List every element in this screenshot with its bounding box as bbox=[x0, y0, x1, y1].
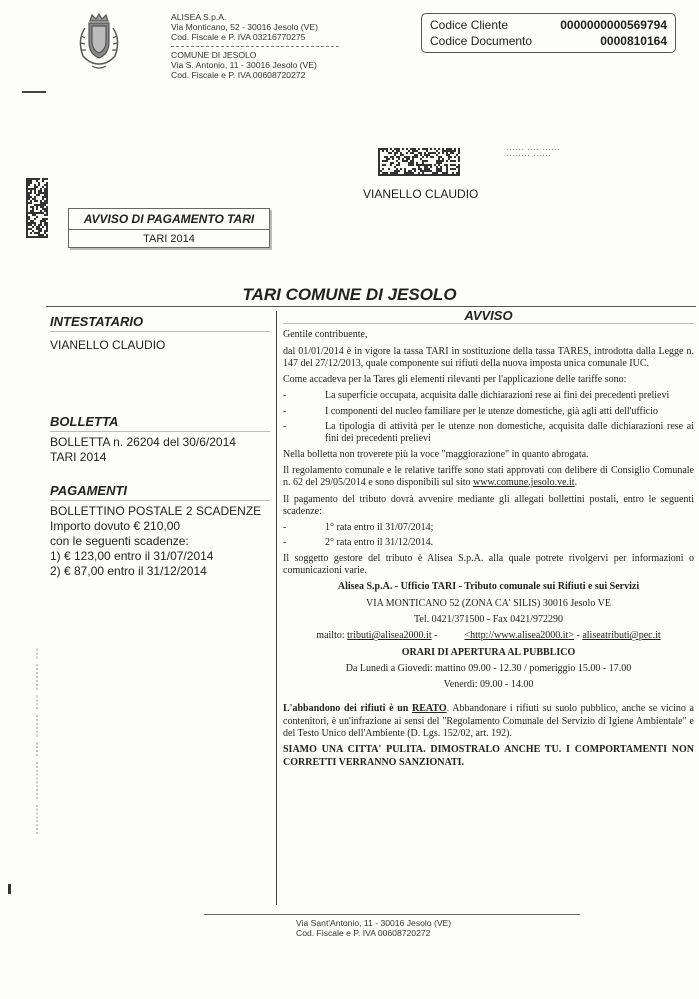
client-code-label: Codice Cliente bbox=[430, 18, 509, 32]
notice-intro: dal 01/01/2014 è in vigore la tassa TARI in sostituzione della tassa TARES, introdotta dalla Legge n. 147 del 27/12/2013, quale componente sui rifiuti della nuova imposta unica comunale IUC. bbox=[283, 345, 694, 369]
list-item: - La superficie occupata, acquisita dalle dichiarazioni rese ai fini dei precedenti prelievi bbox=[283, 390, 694, 402]
deadlines-intro: con le seguenti scadenze: bbox=[50, 534, 189, 548]
notice-column bbox=[283, 310, 694, 773]
list-item: - 2° rata entro il 31/12/2014. bbox=[283, 537, 694, 549]
office-title: Alisea S.p.A. - Ufficio TARI - Tributo comunale sui Rifiuti e sui Servizi bbox=[337, 581, 640, 593]
page-title: TARI COMUNE DI JESOLO bbox=[242, 285, 457, 304]
notice-elements-intro: Come accadeva per la Tares gli elementi rilevanti per l'applicazione delle tariffe sono: bbox=[283, 374, 627, 386]
footer-tax: Cod. Fiscale e P. IVA 00608720272 bbox=[296, 928, 431, 938]
sender-municipality-tax: Cod. Fiscale e P. IVA 00608720272 bbox=[171, 70, 306, 80]
payment-notice-subtitle: TARI 2014 bbox=[143, 233, 195, 245]
fold-mark-bottom bbox=[8, 884, 11, 894]
email-link[interactable]: tributi@alisea2000.it bbox=[347, 630, 432, 642]
footer-address: Via Sant'Antonio, 11 - 30016 Jesolo (VE) bbox=[296, 918, 452, 928]
sender-company: ALISEA S.p.A. bbox=[171, 12, 227, 22]
office-address: VIA MONTICANO 52 (ZONA CA' SILIS) 30016 Jesolo VE bbox=[366, 597, 611, 609]
client-code-value: 0000000000569794 bbox=[560, 18, 667, 32]
sender-municipality: COMUNE DI JESOLO bbox=[171, 50, 257, 60]
website-link[interactable]: <http://www.alisea2000.it> bbox=[464, 630, 574, 642]
bill-number: BOLLETTA n. 26204 del 30/6/2014 bbox=[50, 435, 236, 449]
regulation-link[interactable]: www.comune.jesolo.ve.it bbox=[473, 477, 575, 489]
rate-2: 2° rata entro il 31/12/2014. bbox=[325, 537, 434, 549]
payment-notice-title: AVVISO DI PAGAMENTO TARI bbox=[69, 209, 269, 230]
footer-rule bbox=[204, 914, 580, 915]
list-item: - La tipologia di attività per le utenze non domestiche, acquisita dalle dichiarazioni rese ai fini dei precedenti prelievi bbox=[283, 421, 694, 445]
notice-heading: AVVISO bbox=[283, 310, 694, 324]
warning-paragraph: L'abbandono dei rifiuti è un REATO. Abbandonare i rifiuti su suolo pubblico, anche se vicino a contenitori, è un'infrazione ai sensi del "Regolamento Comunale del Servizio di Igiene Ambientale" e del Testo Unico dell'Ambiente (D. Lgs. 152/02, art. 192). bbox=[283, 703, 694, 740]
regulation-note: Il regolamento comunale e le relative tariffe sono stati approvati con delibere di Consiglio Comunale n. 62 del 29/05/2014 e sono disponibili sul sito www.comune.jesolo.ve.it. bbox=[283, 464, 694, 489]
list-item: - 1° rata entro il 31/07/2014; bbox=[283, 522, 694, 534]
element-2: I componenti del nucleo familiare per le utenze domestiche, già agli atti dell'ufficio bbox=[325, 405, 658, 417]
qr-code-icon bbox=[26, 178, 48, 238]
sender-divider bbox=[171, 46, 339, 47]
bill-section bbox=[50, 414, 272, 465]
document-code-value: 0000810164 bbox=[600, 34, 667, 48]
document-code-label: Codice Documento bbox=[430, 34, 533, 48]
sender-company-address: Via Monticano, 52 - 30016 Jesolo (VE) bbox=[171, 22, 318, 32]
bill-heading: BOLLETTA bbox=[50, 414, 270, 432]
sender-municipality-address: Via S. Antonio, 11 - 30016 Jesolo (VE) bbox=[171, 60, 317, 70]
contact-links: mailto: tributi@alisea2000.it - <http://www.alisea2000.it> - aliseatributi@pec.it bbox=[316, 630, 661, 642]
surcharge-note: Nella bolletta non troverete più la voce "maggiorazione" in quanto abrogata. bbox=[283, 448, 589, 460]
installment-2: 2) € 87,00 entro il 31/12/2014 bbox=[50, 564, 207, 578]
footer bbox=[296, 918, 451, 938]
datamatrix-barcode-icon bbox=[378, 148, 460, 176]
payments-heading: PAGAMENTI bbox=[50, 483, 270, 501]
title-rule bbox=[46, 306, 696, 307]
payment-notice-box bbox=[68, 208, 270, 248]
municipal-crest-icon bbox=[70, 12, 128, 74]
crime-word: REATO bbox=[412, 703, 447, 715]
sender-block bbox=[171, 12, 339, 80]
payments-section bbox=[50, 483, 272, 579]
codes-box bbox=[421, 13, 676, 53]
element-1: La superficie occupata, acquisita dalle dichiarazioni rese ai fini dei precedenti prelievi bbox=[325, 390, 670, 402]
rate-1: 1° rata entro il 31/07/2014; bbox=[325, 522, 434, 534]
amount-due: Importo dovuto € 210,00 bbox=[50, 519, 181, 533]
bill-year: TARI 2014 bbox=[50, 450, 107, 464]
payment-type: BOLLETTINO POSTALE 2 SCADENZE bbox=[50, 504, 262, 518]
slogan: SIAMO UNA CITTA' PULITA. DIMOSTRALO ANCHE TU. I COMPORTAMENTI NON CORRETTI VERRANNO SANZIONATI. bbox=[283, 744, 694, 768]
holder-name: VIANELLO CLAUDIO bbox=[50, 338, 166, 352]
holder-section bbox=[50, 314, 272, 353]
hours-friday: Venerdì: 09.00 - 14.00 bbox=[443, 679, 534, 691]
hours-weekdays: Da Lunedì a Giovedì: mattino 09.00 - 12.30 / pomeriggio 15.00 - 17.00 bbox=[345, 662, 632, 674]
holder-heading: INTESTATARIO bbox=[50, 314, 270, 332]
element-3: La tipologia di attività per le utenze non domestiche, acquisita dalle dichiarazioni rese ai fini dei precedenti prelievi bbox=[325, 421, 694, 445]
barcode-caption: ▪▪▪▪▪▪ ▪▪▪▪ ▪▪▪▪▪▪ ▪▪▪▪▪▪▪▪ ▪▪▪▪▪▪ bbox=[506, 147, 561, 159]
pec-link[interactable]: aliseatributi@pec.it bbox=[582, 630, 661, 642]
payment-note: Il pagamento del tributo dovrà avvenire mediante gli allegati bollettini postali, entro le seguenti scadenze: bbox=[283, 493, 694, 517]
installment-1: 1) € 123,00 entro il 31/07/2014 bbox=[50, 549, 214, 563]
fold-mark bbox=[22, 91, 46, 93]
list-item: - I componenti del nucleo familiare per le utenze domestiche, già agli atti dell'ufficio bbox=[283, 406, 694, 418]
office-phone: Tel. 0421/371500 - Fax 0421/972290 bbox=[413, 613, 563, 625]
manager-note: Il soggetto gestore del tributo è Alisea S.p.A. alla quale potrete rivolgervi per informazioni o comunicazioni varie. bbox=[283, 552, 694, 577]
hours-title: ORARI DI APERTURA AL PUBBLICO bbox=[401, 646, 576, 658]
sender-company-tax: Cod. Fiscale e P. IVA 03216770275 bbox=[171, 32, 306, 42]
column-divider bbox=[276, 311, 277, 905]
recipient-name: VIANELLO CLAUDIO bbox=[363, 187, 479, 201]
vertical-reference-code: ▫▫▫▫▫▫▫▫ ▫▫▫▫▫▫▫▫▫▫ ▫▫▫▫ ▫▫▫▫▫▫ ▫▫▫▫ ▫▫▫▫▫▫▫ ▫▫▫ bbox=[34, 647, 41, 835]
notice-greeting: Gentile contribuente, bbox=[283, 329, 368, 341]
